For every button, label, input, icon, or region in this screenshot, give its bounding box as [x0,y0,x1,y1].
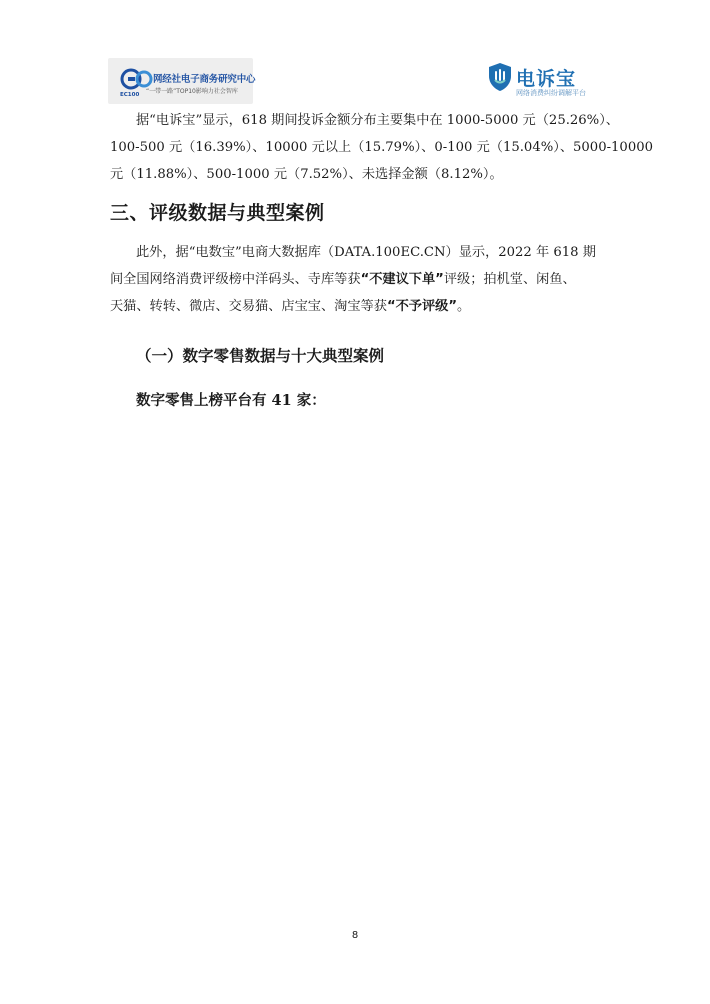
shield-icon [487,62,513,92]
ec100-logo-title: 网经社电子商务研究中心 [153,74,256,85]
ec100-logo-subtitle: “一带一路”TOP10影响力社会智库 [146,88,238,95]
dianshubao-logo [483,60,608,100]
paragraph-line: 100-500 元（16.39%）、10000 元以上（15.79%）、0-100 元（15.04%）、5000-10000 [110,140,653,155]
dianshubao-logo-subtitle: 网络消费纠纷调解平台 [516,89,586,97]
subsection-heading: （一）数字零售数据与十大典型案例 [136,347,385,365]
ec100-logo [108,58,256,104]
ec100-logo-abbr: EC100 [120,92,140,98]
section-heading: 三、评级数据与典型案例 [110,202,325,224]
text-run: 间全国网络消费评级榜中洋码头、寺库等获 [110,272,361,287]
lead-text: 数字零售上榜平台有 41 家： [136,392,326,409]
text-run: 。 [457,299,471,314]
text-run: 天猫、转转、微店、交易猫、店宝宝、淘宝等获 [110,299,387,314]
complaint-amount-paragraph [110,107,653,188]
text-run: 评级；拍机堂、闲鱼、 [443,272,576,287]
paragraph-line: 元（11.88%）、500-1000 元（7.52%）、未选择金额（8.12%）。 [110,167,503,182]
dianshubao-logo-title: 电诉宝 [516,68,577,90]
paragraph-line [110,293,604,320]
bold-rating-not-rated: “不予评级” [386,299,458,314]
paragraph-line: 此外，据“电数宝”电商大数据库（DATA.100EC.CN）显示，2022 年 618 期 [136,245,596,260]
rating-paragraph [110,239,604,320]
bold-rating-not-recommended: “不建议下单” [360,272,444,287]
page-number: 8 [351,930,359,941]
paragraph-line: 据“电诉宝”显示，618 期间投诉金额分布主要集中在 1000-5000 元（25.26%）、 [136,113,619,128]
paragraph-line [110,266,604,293]
